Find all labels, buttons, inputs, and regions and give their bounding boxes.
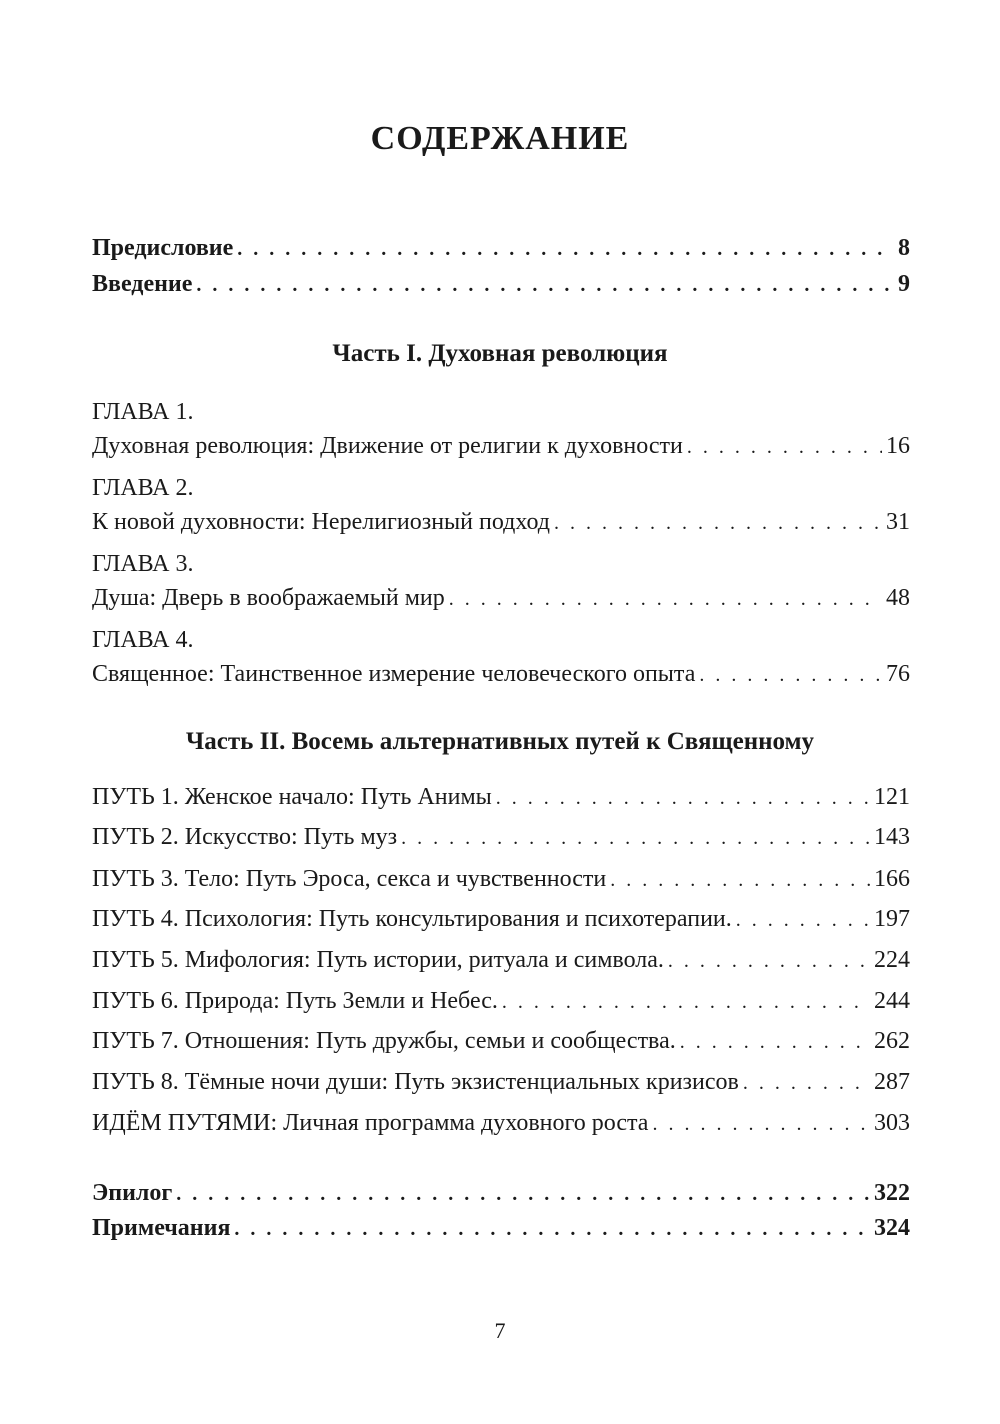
chapter-2-head: ГЛАВА 2.: [92, 475, 194, 501]
entry-page: 303: [874, 1110, 910, 1136]
entry-page: 224: [874, 947, 910, 973]
toc-entry-chapter-3: [92, 582, 910, 615]
entry-label: К новой духовности: Нерелигиозный подход: [92, 509, 550, 535]
entry-label: Душа: Дверь в воображаемый мир: [92, 585, 445, 611]
toc-entry-notes: [92, 1212, 910, 1245]
leader-dots: [237, 233, 894, 265]
toc-entry-preface: [92, 232, 910, 265]
toc-entry-epilogue: [92, 1177, 910, 1210]
toc-entry-path-1: [92, 781, 910, 814]
entry-label: ПУТЬ 4. Психология: Путь консультирования и психотерапии.: [92, 906, 732, 932]
entry-label: ИДЁМ ПУТЯМИ: Личная программа духовного роста: [92, 1110, 649, 1136]
entry-label: ПУТЬ 2. Искусство: Путь муз: [92, 824, 398, 850]
leader-dots: [699, 659, 882, 691]
leader-dots: [234, 1213, 870, 1245]
leader-dots: [680, 1026, 870, 1058]
entry-label: Примечания: [92, 1215, 231, 1241]
leader-dots: [554, 507, 882, 539]
entry-page: 324: [874, 1215, 910, 1241]
chapter-3-head: ГЛАВА 3.: [92, 551, 194, 577]
part-2-heading: Часть II. Восемь альтернативных путей к Священному: [185, 728, 815, 755]
entry-label: ПУТЬ 1. Женское начало: Путь Анимы: [92, 784, 492, 810]
leader-dots: [687, 431, 882, 463]
leader-dots: [496, 782, 870, 814]
leader-dots: [743, 1067, 870, 1099]
entry-page: 16: [886, 433, 910, 459]
entry-label: Духовная революция: Движение от религии к духовности: [92, 433, 683, 459]
entry-label: ПУТЬ 5. Мифология: Путь истории, ритуала и символа.: [92, 947, 664, 973]
entry-page: 8: [898, 235, 910, 261]
entry-page: 166: [874, 866, 910, 892]
leader-dots: [502, 986, 870, 1018]
leader-dots: [668, 945, 870, 977]
chapter-1-head: ГЛАВА 1.: [92, 399, 194, 425]
leader-dots: [652, 1108, 870, 1140]
entry-label: Введение: [92, 271, 193, 297]
entry-page: 244: [874, 988, 910, 1014]
entry-page: 9: [898, 271, 910, 297]
entry-label: ПУТЬ 3. Тело: Путь Эроса, секса и чувственности: [92, 866, 607, 892]
entry-page: 262: [874, 1028, 910, 1054]
leader-dots: [610, 864, 870, 896]
entry-label: Священное: Таинственное измерение человеческого опыта: [92, 661, 696, 687]
entry-label: ПУТЬ 8. Тёмные ночи души: Путь экзистенциальных кризисов: [92, 1069, 739, 1095]
toc-entry-chapter-4: [92, 658, 910, 691]
entry-page: 197: [874, 906, 910, 932]
toc-entry-path-3: [92, 863, 910, 896]
toc-entry-path-6: [92, 985, 910, 1018]
toc-entry-chapter-2: [92, 506, 910, 539]
entry-label: ПУТЬ 6. Природа: Путь Земли и Небес.: [92, 988, 498, 1014]
toc-entry-path-4: [92, 903, 910, 936]
part-1-heading: Часть I. Духовная революция: [332, 340, 668, 367]
page-number: 7: [494, 1318, 506, 1343]
toc-entry-introduction: [92, 268, 910, 301]
toc-entry-walking-paths: [92, 1107, 910, 1140]
leader-dots: [401, 822, 870, 854]
toc-entry-path-2: [92, 821, 910, 854]
leader-dots: [449, 583, 882, 615]
chapter-4-head: ГЛАВА 4.: [92, 627, 194, 653]
entry-page: 143: [874, 824, 910, 850]
entry-page: 287: [874, 1069, 910, 1095]
leader-dots: [736, 904, 870, 936]
toc-entry-path-7: [92, 1025, 910, 1058]
entry-label: Эпилог: [92, 1180, 173, 1206]
entry-page: 31: [886, 509, 910, 535]
entry-page: 76: [886, 661, 910, 687]
entry-label: ПУТЬ 7. Отношения: Путь дружбы, семьи и сообщества.: [92, 1028, 676, 1054]
page-title: СОДЕРЖАНИЕ: [370, 120, 630, 157]
entry-page: 48: [886, 585, 910, 611]
leader-dots: [196, 269, 894, 301]
leader-dots: [176, 1178, 870, 1210]
entry-page: 121: [874, 784, 910, 810]
entry-label: Предисловие: [92, 235, 234, 261]
toc-entry-path-8: [92, 1066, 910, 1099]
entry-page: 322: [874, 1180, 910, 1206]
toc-entry-path-5: [92, 944, 910, 977]
toc-entry-chapter-1: [92, 430, 910, 463]
